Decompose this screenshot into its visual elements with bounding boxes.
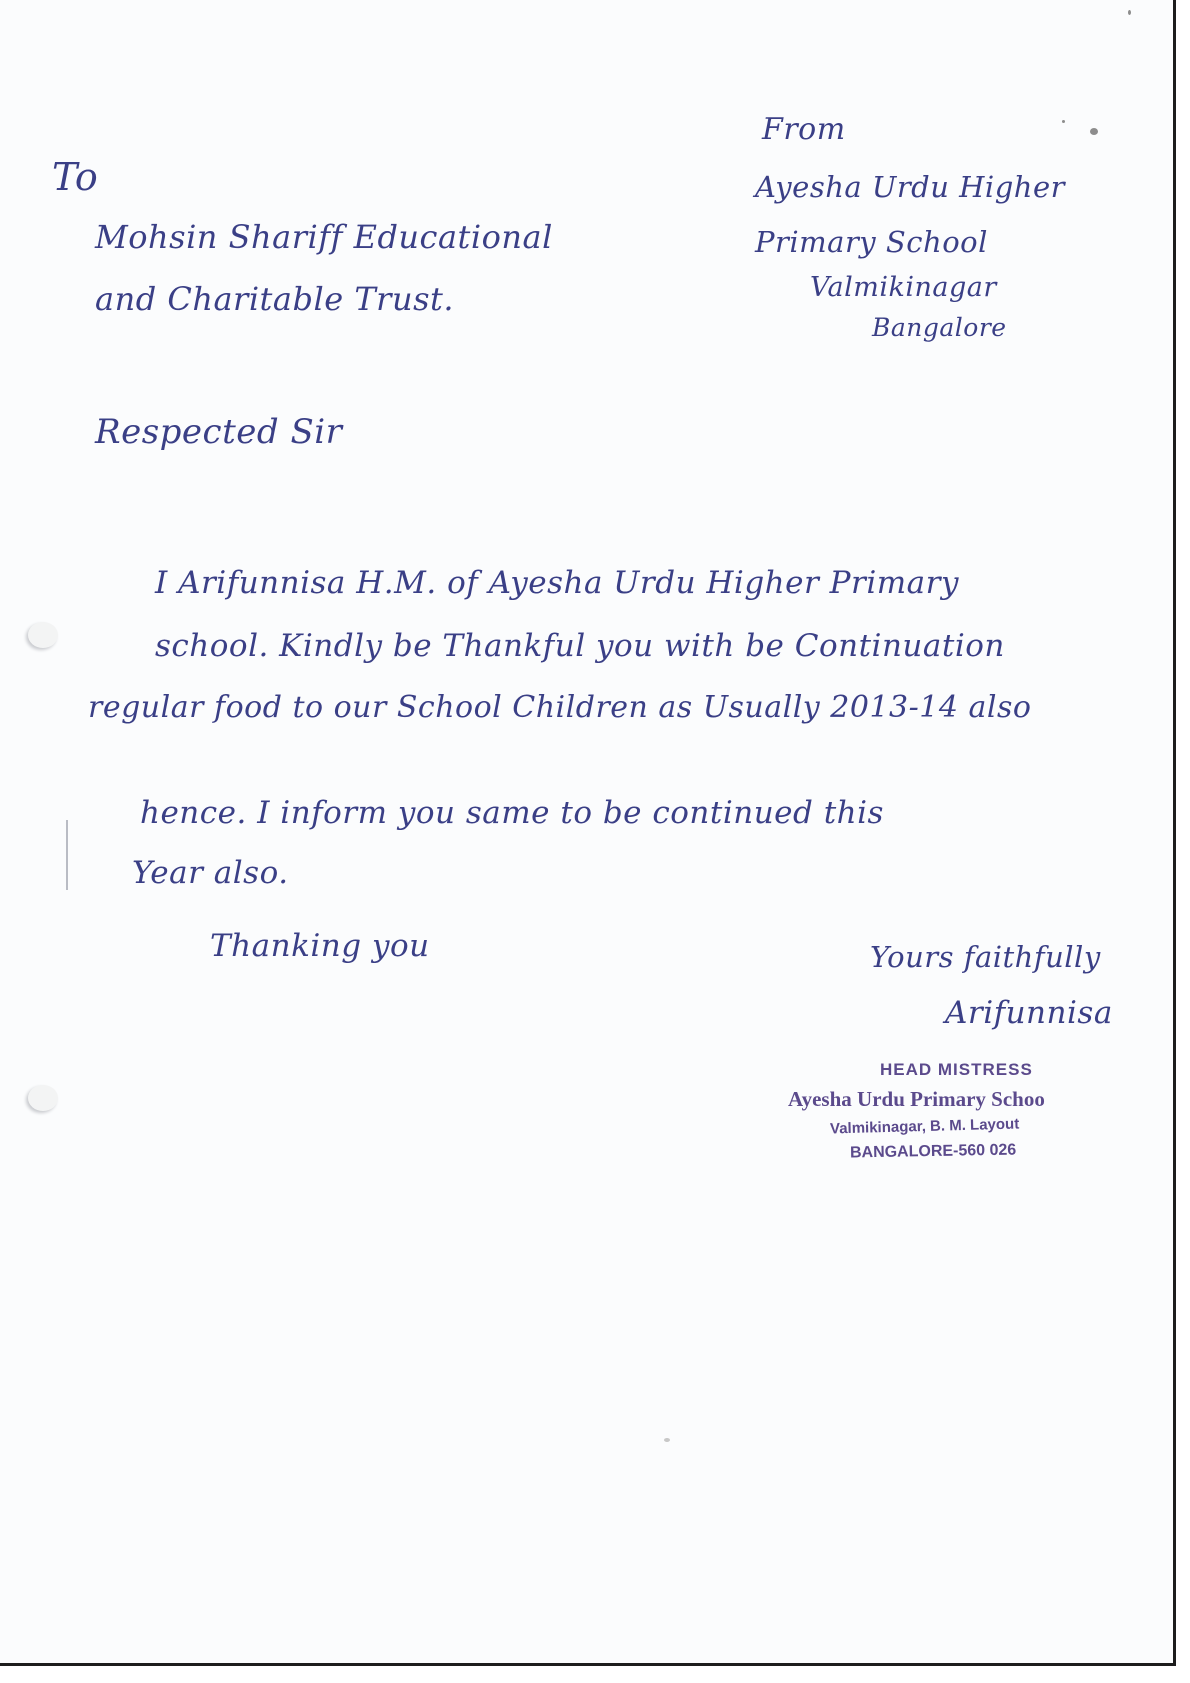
signature: Arifunnisa xyxy=(945,995,1113,1031)
stamp-line-2: Ayesha Urdu Primary Schoo xyxy=(788,1087,1045,1111)
body-line-1: I Arifunnisa H.M. of Ayesha Urdu Higher Primary xyxy=(155,565,959,601)
from-label: From xyxy=(762,112,846,147)
sender-line-3: Valmikinagar xyxy=(810,272,997,303)
sender-line-4: Bangalore xyxy=(872,313,1007,342)
to-salutation: To xyxy=(52,155,99,199)
signoff: Yours faithfully xyxy=(870,940,1101,974)
stamp-line-3: Valmikinagar, B. M. Layout xyxy=(829,1115,1020,1138)
body-line-2: school. Kindly be Thankful you with be Continuation xyxy=(155,628,1005,664)
dust-speck xyxy=(1128,10,1131,15)
pencil-mark xyxy=(664,1438,670,1442)
sender-line-1: Ayesha Urdu Higher xyxy=(755,170,1065,204)
punch-hole-bottom xyxy=(28,1085,58,1111)
dust-speck xyxy=(1090,128,1098,135)
stamp-line-4: BANGALORE-560 026 xyxy=(849,1141,1017,1162)
body-line-4: hence. I inform you same to be continued this xyxy=(140,795,884,831)
recipient-line-2: and Charitable Trust. xyxy=(95,280,455,318)
closing: Thanking you xyxy=(210,928,430,964)
punch-hole-top xyxy=(28,622,58,648)
body-line-5: Year also. xyxy=(132,855,289,891)
scan-mark xyxy=(66,820,68,890)
sender-line-2: Primary School xyxy=(755,225,988,259)
stamp-line-1: HEAD MISTRESS xyxy=(880,1060,1033,1079)
body-line-3: regular food to our School Children as Usually 2013-14 also xyxy=(88,690,1032,725)
dust-speck xyxy=(1062,120,1065,123)
recipient-line-1: Mohsin Shariff Educational xyxy=(95,218,553,256)
greeting: Respected Sir xyxy=(95,412,343,452)
